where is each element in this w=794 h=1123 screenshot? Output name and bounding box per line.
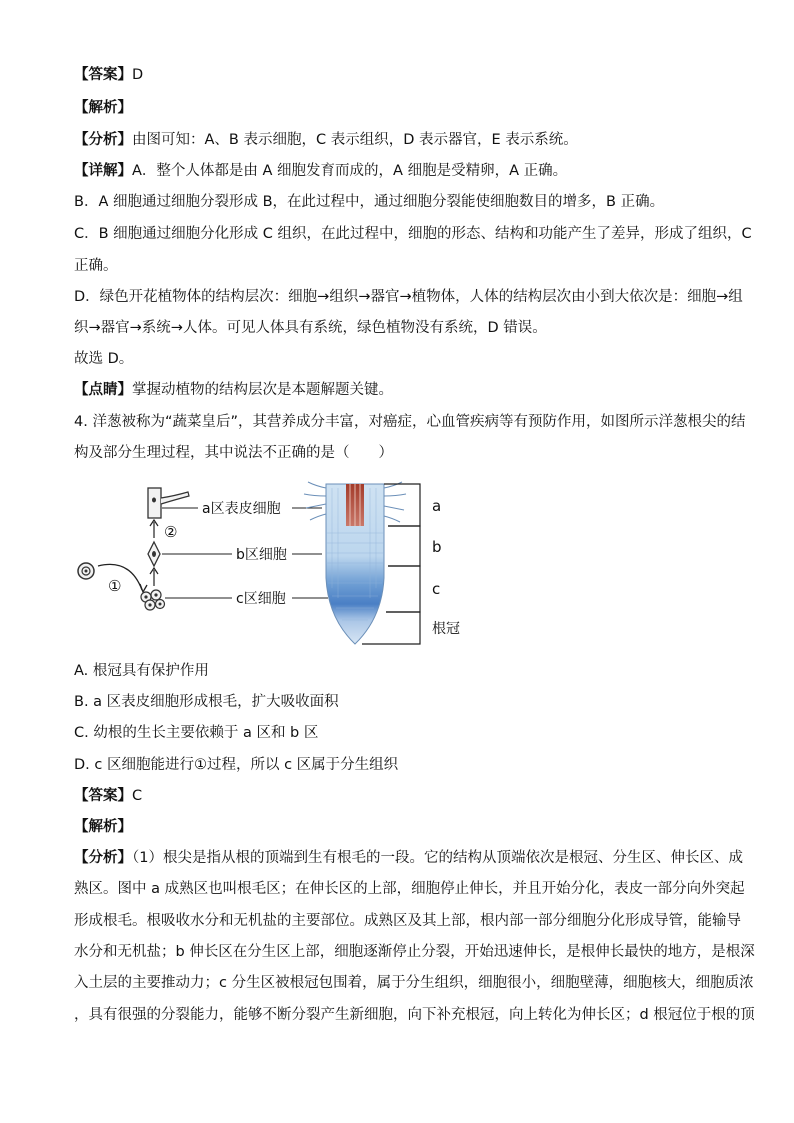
fenxi-text: （1）根尖是指从根的顶端到生有根毛的一段。它的结构从顶端依次是根冠、分生区、伸长区、成 <box>132 850 743 866</box>
q3-detail-d2: 织→器官→系统→人体。可见人体具有系统，绿色植物没有系统，D 错误。 <box>74 320 547 336</box>
q4-stem-line1: 4. 洋葱被称为“蔬菜皇后”，其营养成分丰富，对癌症，心血管疾病等有预防作用，如图所示洋葱根尖的结 <box>74 414 746 430</box>
q4-analysis-tag: 【解析】 <box>74 819 132 835</box>
region-c-label: c <box>432 580 441 598</box>
fenxi-tag: 【分析】 <box>74 132 132 148</box>
answer-tag: 【答案】 <box>74 788 132 804</box>
q4-fenxi-line1 <box>74 848 743 868</box>
cell-sequence <box>78 488 189 610</box>
region-b-label: b <box>432 538 442 556</box>
q3-detail-c1: C．B 细胞通过细胞分化形成 C 组织，在此过程中，细胞的形态、结构和功能产生了差异，形成了组织，C <box>74 226 752 242</box>
region-a-label: a <box>432 497 442 515</box>
root-tip-drawing <box>304 482 406 644</box>
q4-answer <box>74 786 142 806</box>
detail-tag: 【详解】 <box>74 163 132 179</box>
q3-choose: 故选 D。 <box>74 351 134 367</box>
q3-dianjing <box>74 380 393 400</box>
option-d: D. c 区细胞能进行①过程，所以 c 区属于分生组织 <box>74 757 399 773</box>
a-cell-root-hair-icon <box>148 488 189 518</box>
option-a: A. 根冠具有保护作用 <box>74 663 209 679</box>
q3-detail-a <box>74 161 567 181</box>
q4-fenxi-line2: 熟区。图中 a 成熟区也叫根毛区；在伸长区的上部，细胞停止伸长，并且开始分化，表皮一部分向外突起 <box>74 881 745 897</box>
root-tip-figure <box>70 478 490 650</box>
q4-fenxi-line6: ，具有很强的分裂能力，能够不断分裂产生新细胞，向下补充根冠，向上转化为伸长区；d 根冠位于根的顶 <box>74 1007 755 1023</box>
q3-answer <box>74 65 143 85</box>
b-cell-label: b区细胞 <box>236 547 287 563</box>
q3-fenxi <box>74 130 578 150</box>
answer-value: D <box>132 67 144 83</box>
answer-tag: 【答案】 <box>74 67 132 83</box>
detail-text: A．整个人体都是由 A 细胞发育而成的，A 细胞是受精卵，A 正确。 <box>132 163 568 179</box>
q3-detail-b: B．A 细胞通过细胞分裂形成 B，在此过程中，通过细胞分裂能使细胞数目的增多，B 正确。 <box>74 194 665 210</box>
answer-value: C <box>132 788 143 804</box>
fenxi-text: 由图可知：A、B 表示细胞，C 表示组织，D 表示器官，E 表示系统。 <box>132 132 578 148</box>
q3-analysis-tag: 【解析】 <box>74 100 132 116</box>
root-cap-label: 根冠 <box>432 621 460 637</box>
option-c: C. 幼根的生长主要依赖于 a 区和 b 区 <box>74 725 319 741</box>
option-b: B. a 区表皮细胞形成根毛，扩大吸收面积 <box>74 694 339 710</box>
q3-detail-d1: D．绿色开花植物体的结构层次：细胞→组织→器官→植物体，人体的结构层次由小到大依次是：细胞→组 <box>74 289 743 305</box>
c-cell-cluster-icon <box>141 590 165 610</box>
q3-detail-c2: 正确。 <box>74 258 118 274</box>
c-cell-label: c区细胞 <box>236 591 286 607</box>
a-cell-label: a区表皮细胞 <box>202 501 281 517</box>
q4-fenxi-line3: 形成根毛。根吸收水分和无机盐的主要部位。成熟区及其上部，根内部一部分细胞分化形成导管，能输导 <box>74 913 741 929</box>
q4-stem-line2: 构及部分生理过程，其中说法不正确的是（ ） <box>74 445 393 461</box>
step-1-label: ① <box>108 577 122 595</box>
step-2-label: ② <box>164 523 178 541</box>
q4-fenxi-line5: 入土层的主要推动力；c 分生区被根冠包围着，属于分生组织，细胞很小，细胞壁薄，细胞核大，细胞质浓 <box>74 975 754 991</box>
dianjing-text: 掌握动植物的结构层次是本题解题关键。 <box>132 382 393 398</box>
fenxi-tag: 【分析】 <box>74 850 132 866</box>
dianjing-tag: 【点睛】 <box>74 382 132 398</box>
q4-fenxi-line4: 水分和无机盐；b 伸长区在分生区上部，细胞逐渐停止分裂，开始迅速伸长，是根伸长最快的地方，是根深 <box>74 944 755 960</box>
